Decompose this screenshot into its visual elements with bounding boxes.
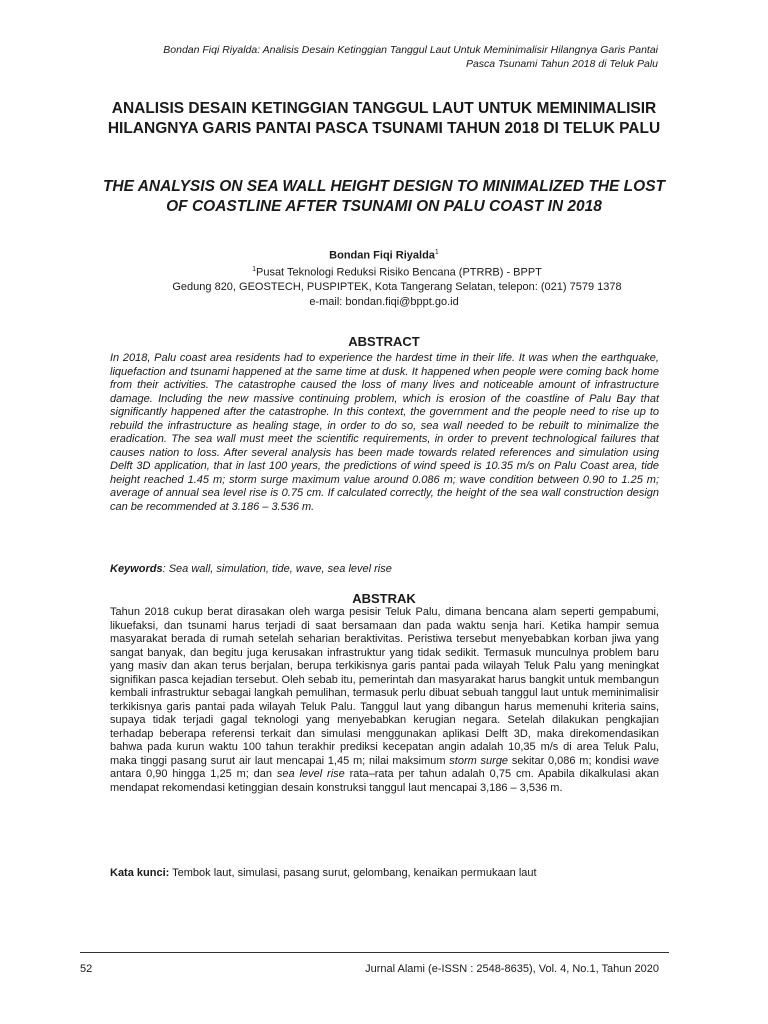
title-indonesian: ANALISIS DESAIN KETINGGIAN TANGGUL LAUT UNTUK MEMINIMALISIR HILANGNYA GARIS PANTAI PASCA TSUNAMI TAHUN 2018 DI TELUK PALU	[107, 100, 661, 137]
abstrak-part-1: Tahun 2018 cukup berat dirasakan oleh warga pesisir Teluk Palu, dimana bencana alam seperti gempabumi, likuefaksi, dan tsunami harus terjadi di saat bersamaan dan pada waktu senja hari. Ketika hampir semua masyarakat berada di rumah setelah seharian beraktivitas. Peristiwa tersebut menyebabkan korban jiwa yang sangat banyak, dan begitu juga kerusakan infrastruktur yang tidak sedikit. Termasuk munculnya problem baru yang masiv dan akan terus berjalan, berupa terkikisnya garis pantai pada wilayah Teluk Palu yang meningkat signifikan pasca kejadian tersebut. Oleh sebab itu, pemerintah dan masyarakat harus bangkit untuk membangun kembali infrastruktur sebagai langkah pemulihan, termasuk perlu dibuat sebuah tanggul laut untuk meminimalisir terkikisnya garis pantai pada wilayah Teluk Palu. Tanggul laut yang dibangun harus memenuhi kriteria sains, supaya tidak terjadi gagal teknologi yang menyebabkan kerugian negara. Setelah dilakukan pengkajian terhadap beberapa referensi terkait dan simulasi menggunakan aplikasi Delft 3D, maka direkomendasikan bahwa pada kurun waktu 100 tahun terakhir prediksi kecepatan angin adalah 10,35 m/s di area Teluk Palu, maka tinggi pasang surut air laut mencapai 1,45 m; nilai maksimum	[110, 606, 659, 767]
running-head-line-2: Pasca Tsunami Tahun 2018 di Teluk Palu	[465, 58, 658, 70]
abstrak-em-wave: wave	[633, 754, 660, 767]
author-block	[100, 246, 668, 309]
address: Gedung 820, GEOSTECH, PUSPIPTEK, Kota Tangerang Selatan, telepon: (021) 7579 1378	[172, 281, 622, 294]
keywords-text: : Sea wall, simulation, tide, wave, sea level rise	[162, 563, 392, 575]
kata-kunci-text: Tembok laut, simulasi, pasang surut, gelombang, kenaikan permukaan laut	[169, 867, 537, 879]
abstrak-part-2: sekitar 0,086 m; kondisi	[508, 754, 634, 767]
abstrak-heading: ABSTRAK	[352, 591, 416, 606]
author-superscript: 1	[434, 249, 439, 256]
abstrak-part-4: rata–rata per tahun adalah 0,75 cm. Apabila dikalkulasi akan mendapat rekomendasi ketinggian desain konstruksi tanggul laut mencapai 3,186 – 3,536 m.	[110, 768, 659, 794]
abstract-text: In 2018, Palu coast area residents had to experience the hardest time in their life. It was when the earthquake, liquefaction and tsunami happened at the same time at dusk. It happened when people were coming back home from their activities. The catastrophe caused the loss of many lives and noticeable amount of infrastructure damage. Including the new massive continuing problem, which is erosion of the coastline of Palu Bay that significantly happened after the catastrophe. In this context, the government and the people need to rise up to rebuild the infrastructure as healing stage, in order to do so, sea wall needed to be rebuilt to minimalize the eradication. The sea wall must meet the scientific requirements, in order to prevent technological failures that causes nation to loss. After several analysis has been made towards related references and simulation using Delft 3D application, that in last 100 years, the predictions of wind speed is 10.35 m/s on Palu Coast area, tide height reached 1.45 m; storm surge maximum value around 0.086 m; wave condition between 0.90 to 1.25 m; average of annual sea level rise is 0.75 cm. If calculated correctly, the height of the sea wall construction design can be recommended at 3.186 – 3.536 m.	[110, 352, 659, 513]
abstrak-part-3: antara 0,90 hingga 1,25 m; dan	[110, 768, 277, 780]
abstract-heading: ABSTRACT	[348, 334, 420, 349]
author-name: Bondan Fiqi Riyalda	[329, 249, 435, 262]
title-english: THE ANALYSIS ON SEA WALL HEIGHT DESIGN TO MINIMALIZED THE LOST OF COASTLINE AFTER TSUNAMI ON PALU COAST IN 2018	[102, 178, 666, 215]
affiliation-superscript: 1	[252, 266, 256, 274]
keywords-label: Keywords	[110, 563, 163, 575]
affiliation: Pusat Teknologi Reduksi Risiko Bencana (PTRRB) - BPPT	[255, 266, 542, 279]
keywords-line	[110, 562, 659, 576]
footer-divider	[80, 952, 669, 953]
kata-kunci-label: Kata kunci:	[110, 867, 170, 879]
running-head-line-1: Bondan Fiqi Riyalda: Analisis Desain Ketinggian Tanggul Laut Untuk Meminimalisir Hilangnya Garis Pantai	[163, 44, 658, 56]
email: e-mail: bondan.fiqi@bppt.go.id	[309, 295, 459, 308]
running-head	[98, 43, 658, 71]
abstrak-em-storm-surge: storm surge	[449, 754, 509, 767]
abstrak-em-sea-level-rise: sea level rise	[276, 768, 345, 780]
abstrak-text	[110, 606, 659, 795]
journal-info: Jurnal Alami (e-ISSN : 2548-8635), Vol. 4, No.1, Tahun 2020	[365, 963, 659, 975]
kata-kunci-line	[110, 866, 659, 880]
page-number: 52	[80, 963, 93, 975]
